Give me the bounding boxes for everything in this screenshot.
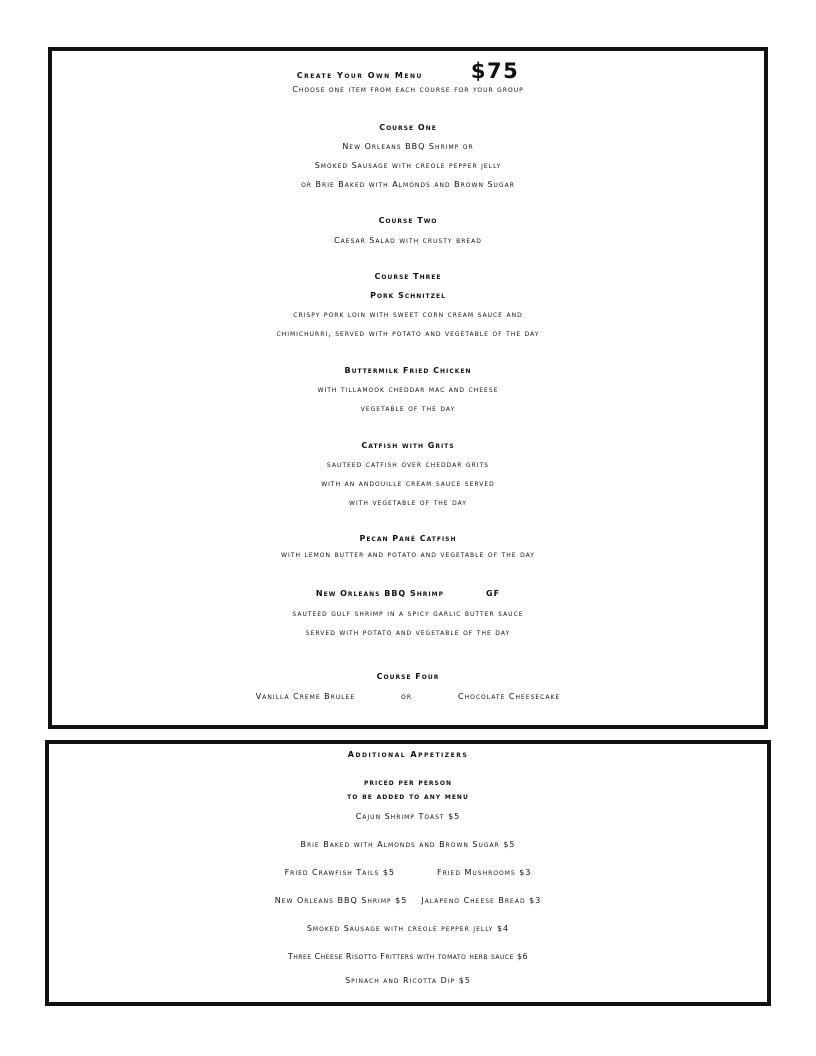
appetizer-row: [49, 868, 767, 877]
appetizers-title: Additional Appetizers: [347, 750, 469, 759]
dish-description: sauteed catfish over cheddar grits: [326, 460, 490, 469]
dish-description: sauteed gulf shrimp in a spicy garlic butter sauce: [292, 609, 524, 618]
dish-description: with tillamook cheddar mac and cheese: [317, 385, 499, 394]
dish-name-line: [52, 589, 764, 598]
appetizer-row: [49, 896, 767, 905]
dessert-option: Chocolate Cheesecake: [458, 692, 561, 701]
menu-title-line: [52, 59, 764, 83]
dish-name: Catfish with Grits: [361, 441, 455, 450]
appetizer-item: Jalapeno Cheese Bread $3: [421, 896, 542, 905]
course-two-heading: Course Two: [378, 216, 438, 225]
appetizer-item: Cajun Shrimp Toast $5: [355, 812, 461, 821]
dish-name: Pork Schnitzel: [370, 291, 446, 300]
dish-description: with lemon butter and potato and vegetable of the day: [281, 550, 535, 559]
menu-box: [48, 47, 768, 729]
course-one-line: New Orleans BBQ Shrimp or: [342, 142, 474, 151]
dish-name: New Orleans BBQ Shrimp: [315, 589, 445, 598]
course-three-heading: Course Three: [374, 272, 442, 281]
appetizers-box: [45, 740, 771, 1006]
dish-description: with vegetable of the day: [349, 498, 467, 507]
course-four-options: [52, 692, 764, 701]
dish-name: Buttermilk Fried Chicken: [344, 366, 472, 375]
appetizer-item: Brie Baked with Almonds and Brown Sugar $5: [300, 840, 516, 849]
dish-description: crispy pork loin with sweet corn cream sauce and: [293, 310, 523, 319]
menu-title: Create Your Own Menu: [296, 71, 423, 80]
dish-description: vegetable of the day: [360, 404, 456, 413]
dish-description: with an andouille cream sauce served: [321, 479, 495, 488]
gluten-free-badge: GF: [486, 589, 501, 598]
appetizer-item: Spinach and Ricotta Dip $5: [345, 976, 471, 985]
appetizer-item: Fried Crawfish Tails $5: [284, 868, 395, 877]
course-one-line: Smoked Sausage with creole pepper jelly: [314, 161, 502, 170]
appetizer-item: Three Cheese Risotto Fritters with tomato herb sauce $6: [287, 952, 529, 961]
dessert-option: Vanilla Creme Brulee: [255, 692, 356, 701]
course-two-line: Caesar Salad with crusty bread: [334, 236, 482, 245]
course-four-heading: Course Four: [376, 672, 440, 681]
appetizers-subtitle: to be added to any menu: [347, 792, 469, 801]
course-one-heading: Course One: [379, 123, 437, 132]
course-one-line: or Brie Baked with Almonds and Brown Sugar: [301, 180, 515, 189]
appetizers-subtitle: priced per person: [364, 778, 452, 787]
dish-name: Pecan Pané Catfish: [359, 534, 457, 543]
appetizer-item: Fried Mushrooms $3: [437, 868, 532, 877]
or-separator: or: [401, 692, 413, 701]
menu-price: $75: [470, 59, 520, 83]
menu-subtitle: Choose one item from each course for your group: [292, 85, 524, 94]
appetizer-item: Smoked Sausage with creole pepper jelly $4: [306, 924, 510, 933]
dish-description: served with potato and vegetable of the day: [305, 628, 511, 637]
dish-description: chimichurri, served with potato and vegetable of the day: [276, 329, 540, 338]
appetizer-item: New Orleans BBQ Shrimp $5: [274, 896, 408, 905]
